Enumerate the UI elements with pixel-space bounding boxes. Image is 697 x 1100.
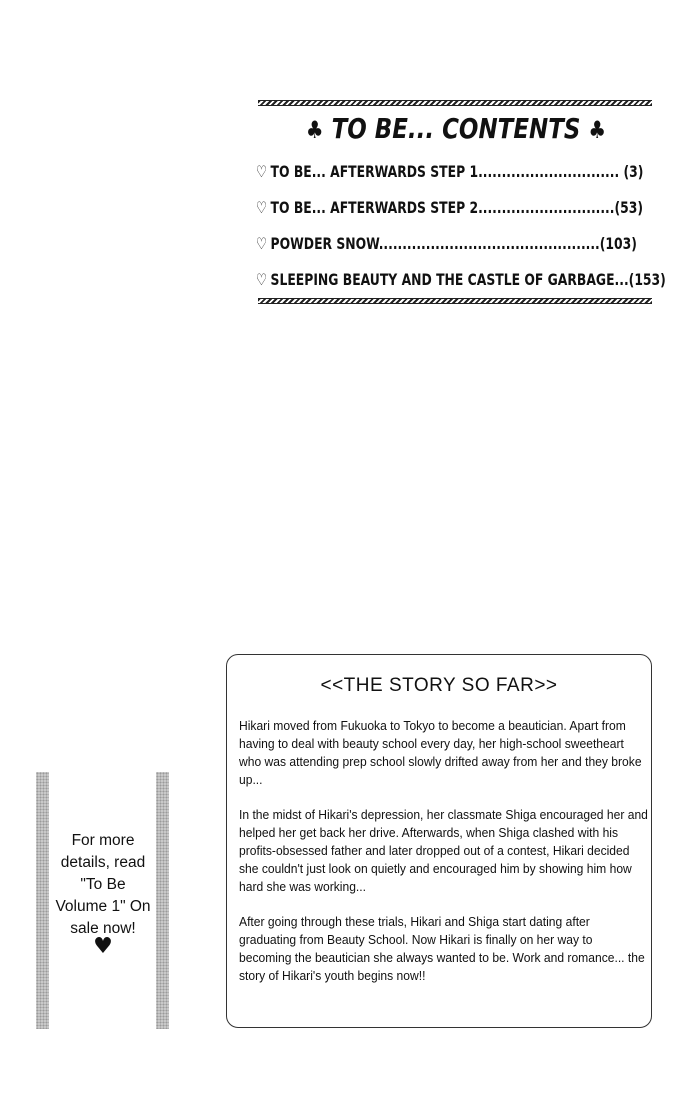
story-paragraph: In the midst of Hikari's depression, her classmate Shiga encouraged her and helped her get back her drive. Afterwards, when Shiga clashed with his profits-obsessed father and later dropped out of a contest, Hikari decided she couldn't just look on quietly and encouraged him by showing him how hard she was working... [239, 807, 648, 894]
heart-outline-icon: ♡ [256, 270, 268, 289]
contents-title-text: TO BE... CONTENTS [331, 112, 581, 145]
side-note [36, 772, 170, 1029]
toc-item [256, 154, 667, 190]
side-note-line: "To Be [80, 876, 126, 893]
story-title: <<THE STORY SO FAR>> [320, 675, 558, 696]
toc-item-label: TO BE... AFTERWARDS STEP 2.............................(53) [270, 198, 643, 217]
heart-icon: ♥ [93, 934, 113, 959]
toc-item [256, 190, 667, 226]
story-so-far-box [226, 654, 652, 1028]
side-note-text [50, 830, 156, 940]
decorative-border-bottom [258, 298, 652, 304]
contents-title [292, 112, 620, 145]
story-paragraph: Hikari moved from Fukuoka to Tokyo to become a beautician. Apart from having to deal with beauty school every day, her high-school sweetheart who was attending prep school slowly drifted away from her and they broke up... [239, 718, 642, 787]
toc-item [256, 262, 667, 298]
screentone-bar-right [156, 772, 169, 1029]
heart-outline-icon: ♡ [256, 234, 268, 253]
toc-item-label: SLEEPING BEAUTY AND THE CASTLE OF GARBAGE...(153) [270, 270, 666, 289]
club-icon: ♣ [588, 116, 607, 144]
side-note-line: Volume 1" On [55, 898, 151, 915]
side-note-line: sale now! [70, 920, 136, 937]
side-note-line: For more [71, 832, 135, 849]
toc-item-label: TO BE... AFTERWARDS STEP 1.............................. (3) [270, 162, 644, 181]
screentone-bar-left [36, 772, 49, 1029]
side-note-line: details, read [60, 854, 146, 871]
decorative-border-top [258, 100, 652, 106]
club-icon: ♣ [305, 116, 324, 144]
story-paragraph: After going through these trials, Hikari and Shiga start dating after graduating from Beauty School. Now Hikari is finally on her way to becoming the beautician she always wanted to be. Work and romance... the story of Hikari's youth begins now!! [239, 914, 645, 983]
heart-outline-icon: ♡ [256, 162, 268, 181]
contents-section [256, 96, 668, 310]
table-of-contents [256, 154, 668, 298]
heart-outline-icon: ♡ [256, 198, 268, 217]
story-text [239, 717, 648, 1002]
toc-item [256, 226, 667, 262]
toc-item-label: POWDER SNOW...............................................(103) [270, 234, 637, 253]
